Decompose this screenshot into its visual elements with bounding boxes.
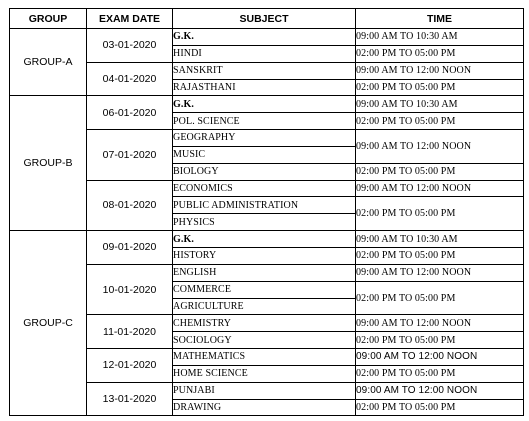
time-cell: 09:00 AM TO 10:30 AM <box>356 96 524 113</box>
subject-cell: G.K. <box>173 96 356 113</box>
table-row <box>10 62 524 79</box>
date-cell: 03-01-2020 <box>87 29 173 63</box>
time-cell: 09:00 AM TO 10:30 AM <box>356 29 524 46</box>
table-row <box>10 29 524 46</box>
group-cell: GROUP-C <box>10 231 87 416</box>
subject-cell: COMMERCE <box>173 281 356 298</box>
date-cell: 07-01-2020 <box>87 130 173 181</box>
subject-cell: RAJASTHANI <box>173 79 356 96</box>
date-cell: 08-01-2020 <box>87 180 173 231</box>
subject-cell: CHEMISTRY <box>173 315 356 332</box>
subject-cell: MATHEMATICS <box>173 349 356 366</box>
group-cell: GROUP-A <box>10 29 87 96</box>
time-cell: 02:00 PM TO 05:00 PM <box>356 113 524 130</box>
table-row <box>10 264 524 281</box>
time-cell: 02:00 PM TO 05:00 PM <box>356 79 524 96</box>
date-cell: 04-01-2020 <box>87 62 173 96</box>
subject-cell: G.K. <box>173 29 356 46</box>
subject-cell: POL. SCIENCE <box>173 113 356 130</box>
table-row <box>10 180 524 197</box>
subject-cell: GEOGRAPHY <box>173 130 356 147</box>
header-time: TIME <box>356 9 524 29</box>
subject-cell: PUBLIC ADMINISTRATION <box>173 197 356 214</box>
time-cell: 09:00 AM TO 12:00 NOON <box>356 382 524 399</box>
date-cell: 09-01-2020 <box>87 231 173 265</box>
table-row <box>10 96 524 113</box>
date-cell: 06-01-2020 <box>87 96 173 130</box>
time-cell: 02:00 PM TO 05:00 PM <box>356 247 524 264</box>
subject-cell: HOME SCIENCE <box>173 365 356 382</box>
time-cell: 02:00 PM TO 05:00 PM <box>356 163 524 180</box>
subject-cell: G.K. <box>173 231 356 248</box>
time-cell: 09:00 AM TO 12:00 NOON <box>356 180 524 197</box>
exam-schedule-table <box>9 8 524 416</box>
table-row <box>10 231 524 248</box>
date-cell: 10-01-2020 <box>87 264 173 315</box>
time-cell: 02:00 PM TO 05:00 PM <box>356 365 524 382</box>
time-cell: 09:00 AM TO 12:00 NOON <box>356 130 524 164</box>
date-cell: 13-01-2020 <box>87 382 173 416</box>
group-cell: GROUP-B <box>10 96 87 231</box>
table-row <box>10 315 524 332</box>
time-cell: 09:00 AM TO 10:30 AM <box>356 231 524 248</box>
subject-cell: PUNJABI <box>173 382 356 399</box>
subject-cell: ECONOMICS <box>173 180 356 197</box>
time-cell: 09:00 AM TO 12:00 NOON <box>356 62 524 79</box>
time-cell: 02:00 PM TO 05:00 PM <box>356 45 524 62</box>
date-cell: 11-01-2020 <box>87 315 173 349</box>
subject-cell: SANSKRIT <box>173 62 356 79</box>
time-cell: 02:00 PM TO 05:00 PM <box>356 281 524 315</box>
subject-cell: PHYSICS <box>173 214 356 231</box>
time-cell: 02:00 PM TO 05:00 PM <box>356 197 524 231</box>
header-subject: SUBJECT <box>173 9 356 29</box>
header-group: GROUP <box>10 9 87 29</box>
subject-cell: ENGLISH <box>173 264 356 281</box>
time-cell: 09:00 AM TO 12:00 NOON <box>356 264 524 281</box>
table-row <box>10 382 524 399</box>
subject-cell: DRAWING <box>173 399 356 416</box>
table-row <box>10 349 524 366</box>
subject-cell: HINDI <box>173 45 356 62</box>
date-cell: 12-01-2020 <box>87 349 173 383</box>
subject-cell: MUSIC <box>173 146 356 163</box>
subject-cell: HISTORY <box>173 247 356 264</box>
subject-cell: AGRICULTURE <box>173 298 356 315</box>
time-cell: 09:00 AM TO 12:00 NOON <box>356 349 524 366</box>
subject-cell: BIOLOGY <box>173 163 356 180</box>
subject-cell: SOCIOLOGY <box>173 332 356 349</box>
header-row <box>10 9 524 29</box>
time-cell: 02:00 PM TO 05:00 PM <box>356 399 524 416</box>
time-cell: 09:00 AM TO 12:00 NOON <box>356 315 524 332</box>
time-cell: 02:00 PM TO 05:00 PM <box>356 332 524 349</box>
table-row <box>10 130 524 147</box>
header-exam-date: EXAM DATE <box>87 9 173 29</box>
